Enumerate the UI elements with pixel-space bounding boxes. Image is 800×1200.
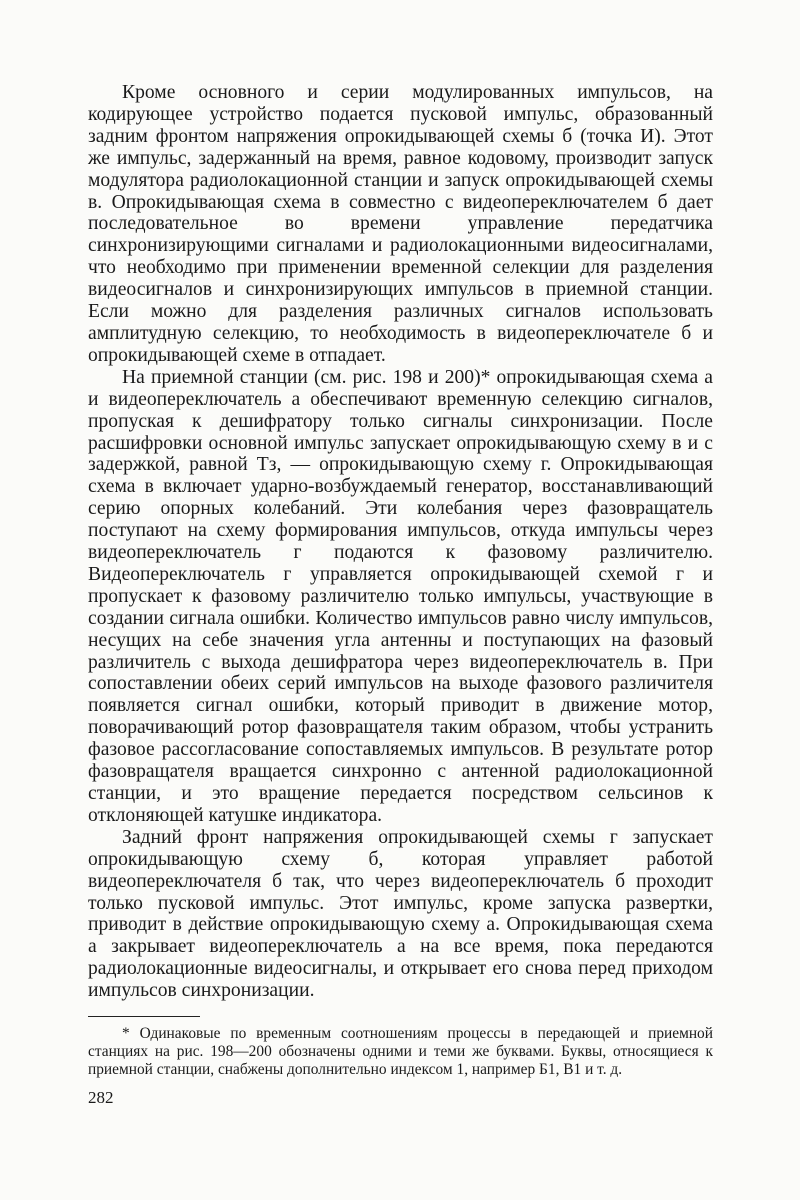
footnote-divider: [88, 1016, 200, 1017]
paragraph-2: На приемной станции (см. рис. 198 и 200)* опрокидывающая схема а и видеопереключатель а обеспечивают временную селекцию сигналов, пропуская к дешифратору только сигналы синхронизации. После расшифровки основной импульс запускает опрокидывающую схему в и с задержкой, равной Tз, — опрокидывающую схему г. Опрокидывающая схема в включает ударно-возбуждаемый генератор, восстанавливающий серию опорных колебаний. Эти колебания через фазовращатель поступают на схему формирования импульсов, откуда импульсы через видеопереключатель г подаются к фазовому различителю. Видеопереключатель г управляется опрокидывающей схемой г и пропускает к фазовому различителю только импульсы, участвующие в создании сигнала ошибки. Количество импульсов равно числу импульсов, несущих на себе значения угла антенны и поступающих на фазовый различитель с выхода дешифратора через видеопереключатель в. При сопоставлении обеих серий импульсов на выходе фазового различителя появляется сигнал ошибки, который приводит в движение мотор, поворачивающий ротор фазовращателя таким образом, чтобы устранить фазовое рассогласование сопоставляемых импульсов. В результате ротор фазовращателя вращается синхронно с антенной радиолокационной станции, и это вращение передается посредством сельсинов к отклоняющей катушке индикатора.: [88, 366, 713, 826]
page-number: 282: [88, 1087, 114, 1107]
book-page: [88, 82, 713, 1108]
paragraph-1: Кроме основного и серии модулированных импульсов, на кодирующее устройство подается пусковой импульс, образованный задним фронтом напряжения опрокидывающей схемы б (точка И). Этот же импульс, задержанный на время, равное кодовому, производит запуск модулятора радиолокационной станции и запуск опрокидывающей схемы в. Опрокидывающая схема в совместно с видеопереключателем б дает последовательное во времени управление передатчика синхронизирующими сигналами и радиолокационными видеосигналами, что необходимо при применении временной селекции для разделения видеосигналов и синхронизирующих импульсов в приемной станции. Если можно для разделения различных сигналов использовать амплитудную селекцию, то необходимость в видеопереключателе б и опрокидывающей схеме в отпадает.: [88, 82, 713, 366]
footnote: * Одинаковые по временным соотношениям процессы в передающей и приемной станциях на рис. 198—200 обозначены одними и теми же буквами. Буквы, относящиеся к приемной станции, снабжены дополнительно индексом 1, например Б1, В1 и т. д.: [88, 1025, 713, 1079]
paragraph-3: Задний фронт напряжения опрокидывающей схемы г запускает опрокидывающую схему б, которая управляет работой видеопереключателя б так, что через видеопереключатель б проходит только пусковой импульс. Этот импульс, кроме запуска развертки, приводит в действие опрокидывающую схему а. Опрокидывающая схема а закрывает видеопереключатель а на все время, пока передаются радиолокационные видеосигналы, и открывает его снова перед приходом импульсов синхронизации.: [88, 826, 713, 1002]
